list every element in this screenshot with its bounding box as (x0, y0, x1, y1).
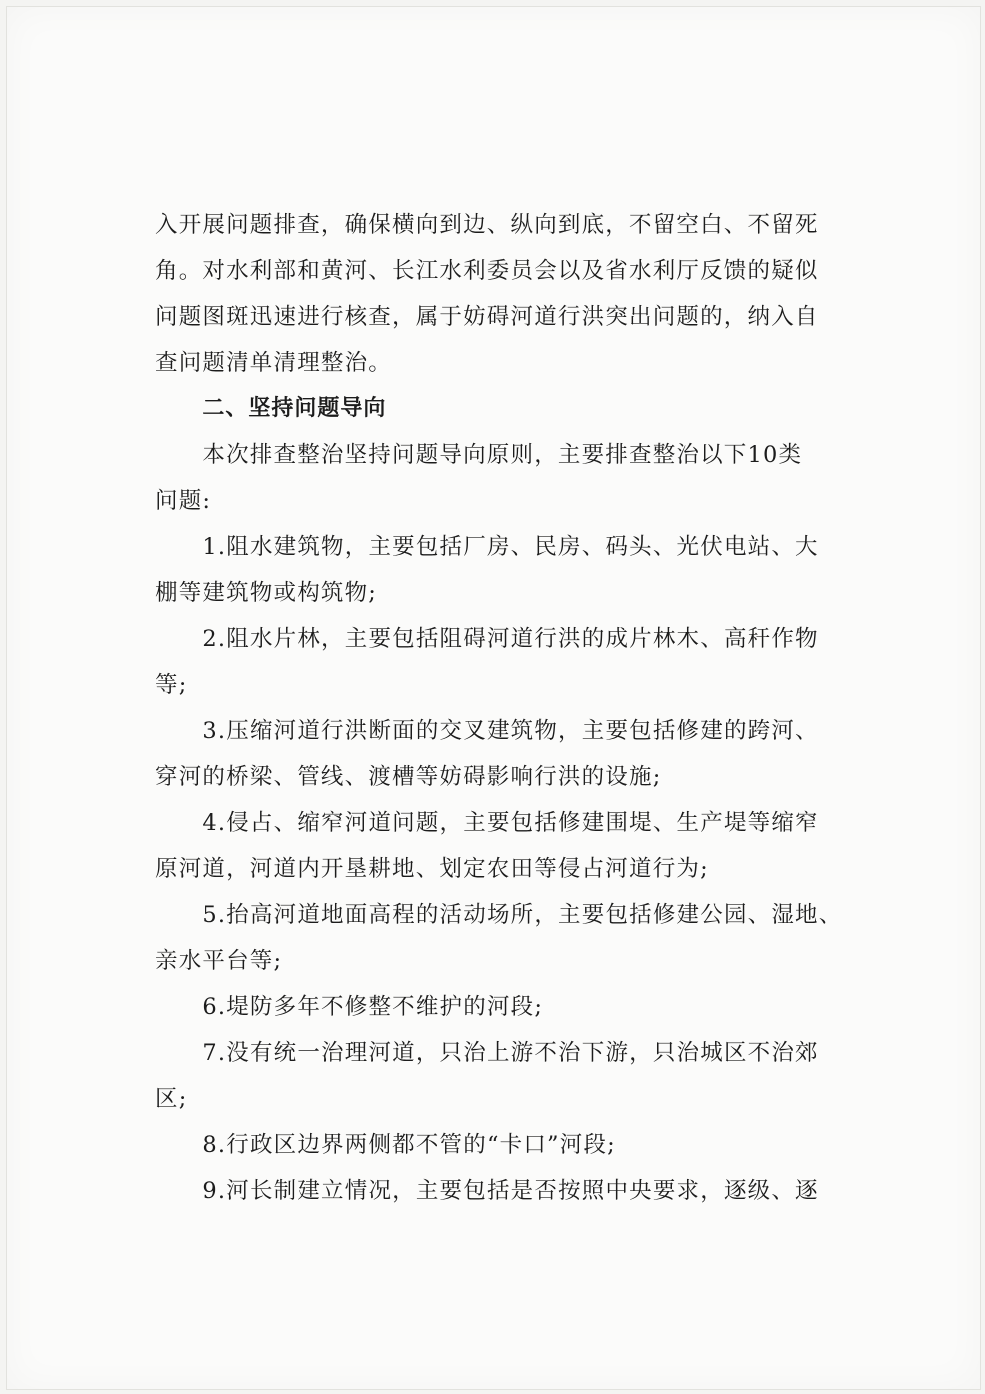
paragraph-line: 棚等建筑物或构筑物; (155, 580, 378, 606)
paragraph-line: 区; (155, 1086, 188, 1112)
paragraph-line: 入开展问题排查，确保横向到边、纵向到底，不留空白、不留死 (155, 212, 819, 238)
paragraph-line: 9.河长制建立情况，主要包括是否按照中央要求，逐级、逐 (202, 1178, 819, 1204)
paragraph-line: 亲水平台等; (155, 948, 283, 974)
document-body (155, 202, 867, 1214)
paragraph-line: 5.抬高河道地面高程的活动场所，主要包括修建公园、湿地、 (202, 902, 843, 928)
paragraph-line: 4.侵占、缩窄河道问题，主要包括修建围堤、生产堤等缩窄 (202, 810, 819, 836)
paragraph-line: 8.行政区边界两侧都不管的“卡口”河段; (202, 1132, 616, 1158)
paragraph-line: 6.堤防多年不修整不维护的河段; (202, 994, 544, 1020)
paragraph-line: 等; (155, 672, 188, 698)
section-heading: 二、坚持问题导向 (202, 396, 387, 421)
paragraph-line: 7.没有统一治理河道，只治上游不治下游，只治城区不治郊 (202, 1040, 819, 1066)
paragraph-line: 1.阻水建筑物，主要包括厂房、民房、码头、光伏电站、大 (202, 534, 819, 560)
paragraph-line: 本次排查整治坚持问题导向原则，主要排查整治以下10类 (202, 442, 803, 468)
document-page (6, 6, 981, 1390)
paragraph-line: 3.压缩河道行洪断面的交叉建筑物，主要包括修建的跨河、 (202, 718, 819, 744)
paragraph-line: 原河道，河道内开垦耕地、划定农田等侵占河道行为; (155, 856, 709, 882)
paragraph-line: 查问题清单清理整治。 (155, 350, 393, 376)
paragraph-line: 穿河的桥梁、管线、渡槽等妨碍影响行洪的设施; (155, 764, 662, 790)
paragraph-line: 2.阻水片林，主要包括阻碍河道行洪的成片林木、高秆作物 (202, 626, 819, 652)
paragraph-line: 角。对水利部和黄河、长江水利委员会以及省水利厅反馈的疑似 (155, 258, 819, 284)
paragraph-line: 问题: (155, 488, 212, 514)
paragraph-line: 问题图斑迅速进行核查，属于妨碍河道行洪突出问题的，纳入自 (155, 304, 819, 330)
